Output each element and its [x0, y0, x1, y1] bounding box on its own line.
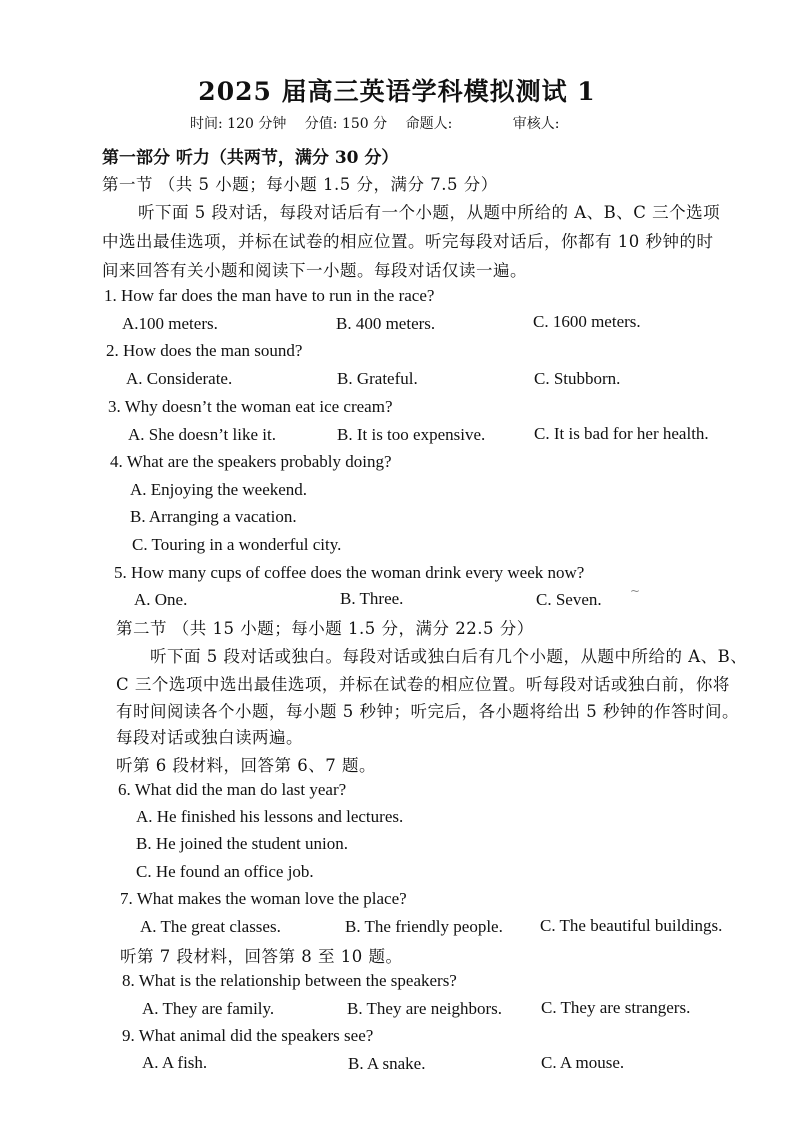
part1-heading: 第一部分 听力（共两节，满分 30 分） [102, 148, 399, 168]
q3-option-b: B. It is too expensive. [337, 425, 486, 444]
section1-instruction-line: 中选出最佳选项，并标在试卷的相应位置。听完每段对话后，你都有 10 秒钟的时 [102, 232, 714, 251]
q4-option-c: C. Touring in a wonderful city. [132, 535, 342, 554]
q8-option-a: A. They are family. [142, 999, 275, 1018]
q9-option-a: A. A fish. [142, 1053, 208, 1072]
question-3: 3. Why doesn’t the woman eat ice cream? [108, 397, 393, 416]
q7-option-c: C. The beautiful buildings. [540, 916, 723, 935]
section2-instruction-line: C 三个选项中选出最佳选项，并标在试卷的相应位置。听每段对话或独白前，你将 [116, 675, 730, 694]
question-6: 6. What did the man do last year? [118, 780, 347, 799]
time-info: 时间: 120 分钟 [190, 116, 287, 132]
q8-option-c: C. They are strangers. [541, 998, 691, 1017]
section1-heading: 第一节 （共 5 小题；每小题 1.5 分，满分 7.5 分） [102, 175, 498, 194]
q7-option-b: B. The friendly people. [345, 917, 503, 936]
score-info: 分值: 150 分 [304, 116, 388, 132]
question-2: 2. How does the man sound? [106, 341, 303, 360]
material-6-label: 听第 6 段材料，回答第 6、7 题。 [116, 756, 376, 775]
section1-instruction-line: 听下面 5 段对话，每段对话后有一个小题，从题中所给的 A、B、C 三个选项 [138, 203, 721, 222]
q1-option-c: C. 1600 meters. [533, 312, 641, 331]
q9-option-c: C. A mouse. [541, 1053, 625, 1072]
q4-option-a: A. Enjoying the weekend. [130, 480, 308, 499]
question-8: 8. What is the relationship between the speakers? [122, 971, 457, 990]
section1-instruction-line: 间来回答有关小题和阅读下一小题。每段对话仅读一遍。 [102, 261, 527, 280]
q5-option-c: C. Seven. [536, 590, 602, 609]
question-4: 4. What are the speakers probably doing? [110, 452, 392, 471]
question-9: 9. What animal did the speakers see? [122, 1026, 374, 1045]
q7-option-a: A. The great classes. [140, 917, 281, 936]
q9-option-b: B. A snake. [348, 1054, 426, 1073]
q1-option-b: B. 400 meters. [336, 314, 436, 333]
question-1: 1. How far does the man have to run in the race? [104, 286, 435, 305]
q4-option-b: B. Arranging a vacation. [130, 507, 297, 526]
q5-option-b: B. Three. [340, 589, 404, 608]
q8-option-b: B. They are neighbors. [347, 999, 503, 1018]
question-7: 7. What makes the woman love the place? [120, 889, 407, 908]
section2-instruction-line: 有时间阅读各个小题，每小题 5 秒钟；听完后，各小题将给出 5 秒钟的作答时间。 [116, 702, 739, 721]
question-5: 5. How many cups of coffee does the woman drink every week now? [114, 563, 585, 582]
material-7-label: 听第 7 段材料，回答第 8 至 10 题。 [120, 947, 403, 966]
author-info: 命题人: [405, 116, 453, 132]
q6-option-c: C. He found an office job. [136, 862, 314, 881]
q6-option-b: B. He joined the student union. [136, 834, 349, 853]
exam-meta [190, 113, 573, 133]
section2-heading: 第二节 （共 15 小题；每小题 1.5 分，满分 22.5 分） [116, 619, 534, 638]
q3-option-a: A. She doesn’t like it. [128, 425, 276, 444]
q5-option-a: A. One. [134, 590, 188, 609]
section2-instruction-line: 每段对话或独白读两遍。 [116, 728, 303, 747]
page-title: 2025 届高三英语学科模拟测试 1 [198, 77, 596, 106]
q3-option-c: C. It is bad for her health. [534, 424, 709, 443]
q6-option-a: A. He finished his lessons and lectures. [136, 807, 404, 826]
q2-option-a: A. Considerate. [126, 369, 233, 388]
q2-option-c: C. Stubborn. [534, 369, 621, 388]
q1-option-a: A.100 meters. [122, 314, 218, 333]
scan-mark: ~ [630, 584, 641, 598]
q2-option-b: B. Grateful. [337, 369, 418, 388]
reviewer-info: 审核人: [512, 116, 560, 132]
section2-instruction-line: 听下面 5 段对话或独白。每段对话或独白后有几个小题，从题中所给的 A、B、 [150, 647, 748, 666]
